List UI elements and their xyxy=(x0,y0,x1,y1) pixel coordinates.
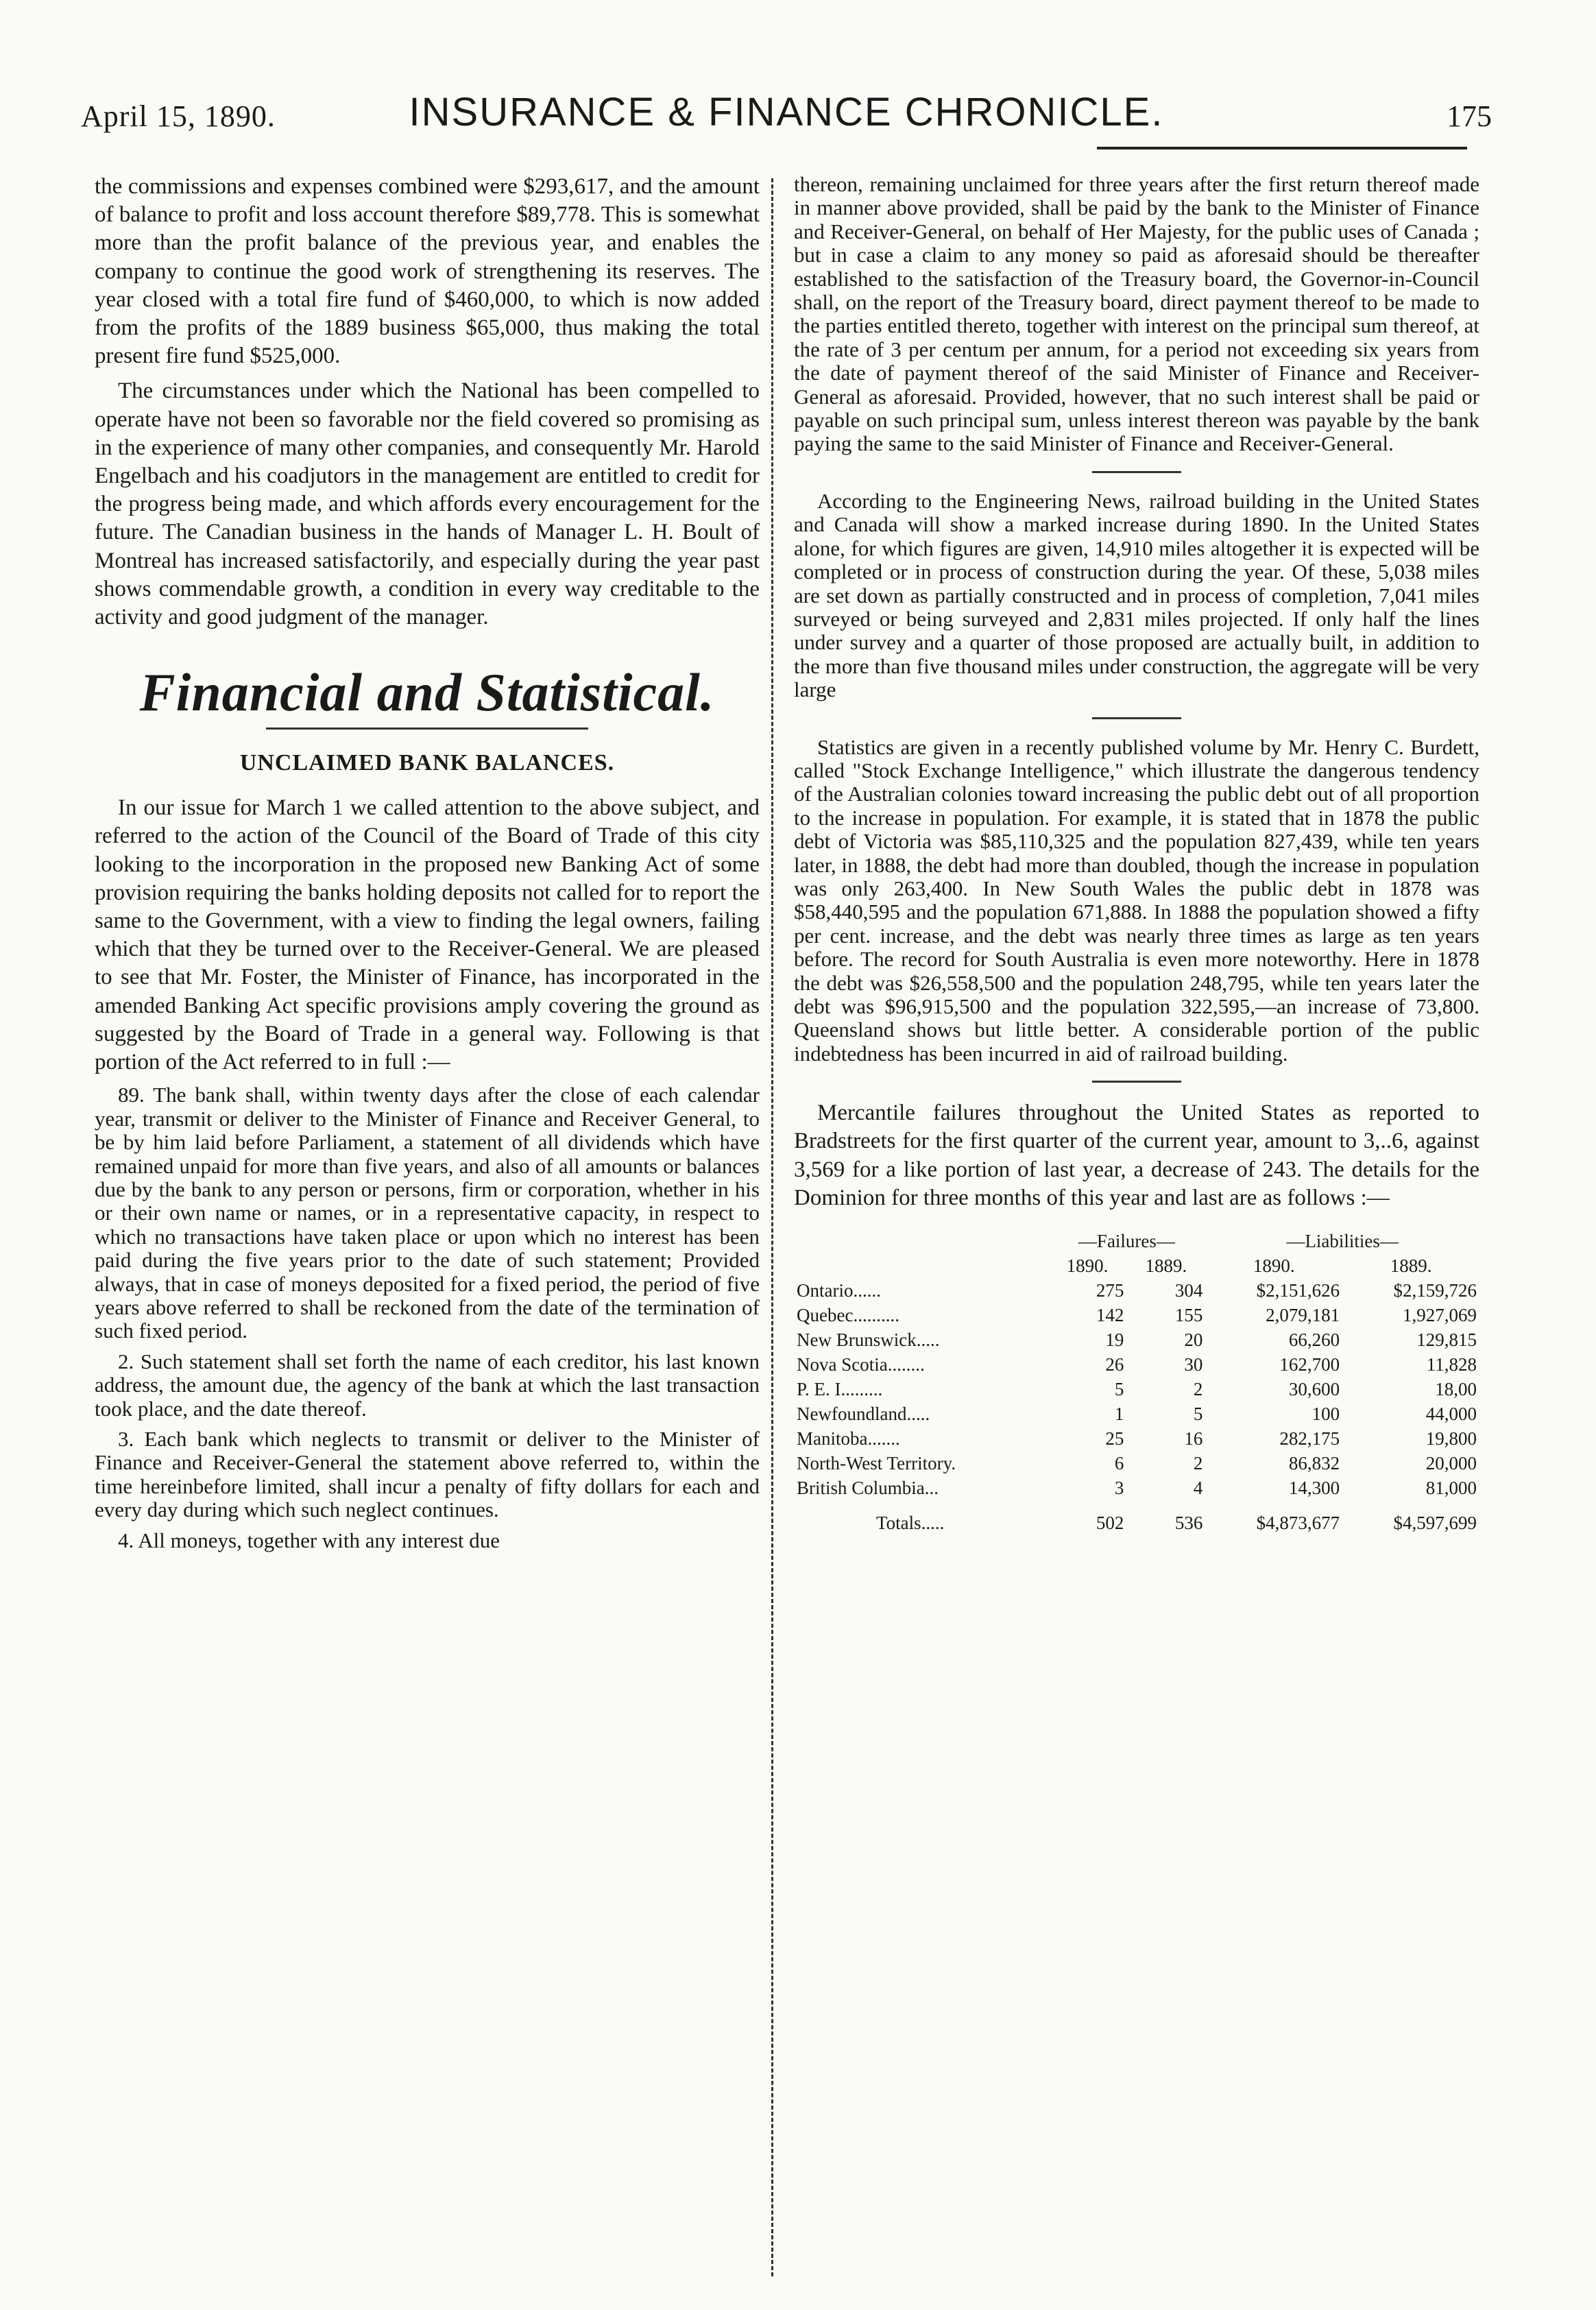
liabilities-1889-cell: $2,159,726 xyxy=(1393,1280,1477,1301)
separator-rule xyxy=(1092,471,1181,473)
province-cell: P. E. I......... xyxy=(797,1379,883,1400)
province-cell: Newfoundland..... xyxy=(797,1404,930,1425)
year-header: 1890. xyxy=(1066,1255,1109,1277)
act-clause: 89. The bank shall, within twenty days after the close of each calendar year, transmit or deliver to the Minister of Finance and Receiver General, to be by him laid before Parliament, a statement of all dividends which have remained unpaid for more than five years, and also of all amounts or balances due by the bank to any person or persons, firm or corporation, whether in his or their own name or names, or in a representative capacity, in respect to which no transactions have taken place or upon which no interest has been paid during the five years prior to the date of such statement; Provided always, that in case of moneys deposited for a fixed period, the period of five years above referred to shall be reckoned from the date of the termination of such fixed period. xyxy=(95,1083,760,1343)
liabilities-1890-cell: 86,832 xyxy=(1288,1453,1340,1474)
paragraph: According to the Engineering News, railroad building in the United States and Canada will show a marked increase during 1890. In the United States alone, for which figures are given, 14,910 miles altogether it is expected will be completed or in process of construction during the year. Of these, 5,038 miles are set down as partially constructed and in process of completion, 7,041 miles surveyed or being surveyed and 2,831 miles projected. If only half the lines under survey and a quarter of those proposed are actually built, in addition to the more than five thousand miles under construction, the aggregate will be very large xyxy=(794,488,1479,702)
province-cell: North-West Territory. xyxy=(797,1453,956,1474)
liabilities-1889-cell: 81,000 xyxy=(1425,1478,1477,1499)
totals-failures-1890: 502 xyxy=(1096,1513,1124,1534)
failures-1889-cell: 2 xyxy=(1193,1379,1203,1400)
failures-1890-cell: 25 xyxy=(1105,1428,1124,1449)
act-clause: 3. Each bank which neglects to transmit or deliver to the Minister of Finance and Receiver-General the statement above referred to, within the time hereinbefore limited, shall incur a penalty of fifty dollars for each and every day during which such neglect continues. xyxy=(95,1426,760,1522)
issue-date: April 15, 1890. xyxy=(81,99,276,133)
failures-table xyxy=(794,1229,1479,1535)
totals-label: Totals..... xyxy=(876,1513,945,1534)
totals-liabilities-1890: $4,873,677 xyxy=(1256,1513,1340,1534)
failures-1889-cell: 30 xyxy=(1184,1354,1203,1375)
liabilities-1890-cell: 14,300 xyxy=(1288,1478,1340,1499)
table-row xyxy=(794,1426,1479,1451)
paragraph: Statistics are given in a recently published volume by Mr. Henry C. Burdett, called "Stock Exchange Intelligence," which illustrate the dangerous tendency of the Australian colonies toward increasing the public debt out of all proportion to the increase in population. For example, it is stated that in 1878 the public debt of Victoria was $85,110,325 and the population 827,439, while ten years later, in 1888, the debt had more than doubled, though the increase in population was only 263,400. In New South Wales the public debt in 1878 was $58,440,595 and the population 671,888. In 1888 the population showed a fifty per cent. increase, and the debt was nearly three times as large as ten years before. The record for South Australia is even more noteworthy. Here in 1878 the debt was $26,558,500 and the population 248,795, while ten years later the debt was $96,915,500 and the population 322,595,—an increase of 73,800. Queensland shows but little better. A considerable portion of the public indebtedness has been incurred in aid of railroad building. xyxy=(794,734,1479,1066)
failures-1890-cell: 5 xyxy=(1114,1379,1124,1400)
left-column xyxy=(95,173,760,1559)
act-clause: thereon, remaining unclaimed for three years after the first return thereof made in manner above provided, shall be paid by the bank to the Minister of Finance and Receiver-General, on behalf of Her Majesty, for the public uses of Canada ; but in case a claim to any money so paid as aforesaid should be thereafter established to the satisfaction of the Treasury board, the Governor-in-Council shall, on the report of the Treasury board, direct payment thereof to be made to the parties entitled thereto, together with interest on the principal sum thereof, at the rate of 3 per centum per annum, for a period not exceeding six years from the date of payment thereof of the said Minister of Finance and Receiver-General as aforesaid. Provided, however, that no such interest shall be paid or payable on such principal sum, unless interest thereon was payable by the bank paying the same to the said Minister of Finance and Receiver-General. xyxy=(794,172,1479,456)
separator-rule xyxy=(1092,1081,1181,1083)
totals-failures-1889: 536 xyxy=(1174,1513,1203,1534)
province-cell: Manitoba....... xyxy=(797,1428,900,1449)
failures-1890-cell: 1 xyxy=(1114,1404,1124,1425)
column-divider xyxy=(771,178,773,2276)
failures-1890-cell: 26 xyxy=(1105,1354,1124,1375)
liabilities-1890-cell: 100 xyxy=(1311,1404,1340,1425)
paragraph: The circumstances under which the National has been compelled to operate have not been so favorable nor the field covered so promising as in the experience of many other companies, and consequently Mr. Harold Engelbach and his coadjutors in the management are entitled to credit for the progress being made, and which affords every encouragement for the future. The Canadian business in the hands of Manager L. H. Boult of Montreal has increased satisfactorily, and especially during the year past shows commendable growth, a condition in every way creditable to the activity and good judgment of the manager. xyxy=(95,378,760,630)
year-header: 1889. xyxy=(1145,1255,1187,1277)
failures-1889-cell: 20 xyxy=(1184,1330,1203,1351)
year-header: 1889. xyxy=(1390,1255,1432,1277)
article-heading: UNCLAIMED BANK BALANCES. xyxy=(239,750,615,776)
failures-1890-cell: 3 xyxy=(1114,1478,1124,1499)
paragraph: In our issue for March 1 we called attention to the above subject, and referred to the action of the Council of the Board of Trade of this city looking to the incorporation in the proposed new Banking Act of some provision requiring the banks holding deposits not called for to report the same to the Government, with a view to finding the legal owners, failing which that they be turned over to the Receiver-General. We are pleased to see that Mr. Foster, the Minister of Finance, has incorporated in the amended Banking Act specific provisions amply covering the ground as suggested by the Board of Trade in a general way. Following is that portion of the Act referred to in full :— xyxy=(95,795,760,1075)
failures-1889-cell: 5 xyxy=(1193,1404,1203,1425)
table-row xyxy=(794,1303,1479,1327)
totals-row xyxy=(794,1500,1479,1535)
liabilities-1890-cell: $2,151,626 xyxy=(1256,1280,1340,1301)
act-clause: 2. Such statement shall set forth the name of each creditor, his last known address, the amount due, the agency of the bank at which the last transaction took place, and the date thereof. xyxy=(95,1349,760,1421)
province-cell: British Columbia... xyxy=(797,1478,939,1499)
table-row xyxy=(794,1401,1479,1426)
failures-1889-cell: 2 xyxy=(1193,1453,1203,1474)
province-cell: Nova Scotia........ xyxy=(797,1354,925,1375)
section-title-rule xyxy=(266,727,588,730)
table-row xyxy=(794,1476,1479,1500)
publication-title: INSURANCE & FINANCE CHRONICLE. xyxy=(409,90,1164,134)
liabilities-group-header: —Liabilities— xyxy=(1286,1231,1399,1252)
liabilities-1889-cell: 20,000 xyxy=(1425,1453,1477,1474)
failures-1889-cell: 16 xyxy=(1184,1428,1203,1449)
failures-1889-cell: 4 xyxy=(1193,1478,1203,1499)
page-number: 175 xyxy=(1447,99,1492,133)
liabilities-1889-cell: 18,00 xyxy=(1435,1379,1477,1400)
liabilities-1889-cell: 19,800 xyxy=(1425,1428,1477,1449)
page-header xyxy=(81,74,1492,143)
liabilities-1890-cell: 282,175 xyxy=(1279,1428,1340,1449)
paragraph: the commissions and expenses combined were $293,617, and the amount of balance to profit and loss account therefore $89,778. This is somewhat more than the profit balance of the previous year, and enables the company to continue the good work of strengthening its reserves. The year closed with a total fire fund of $460,000, to which is now added from the profits of the 1889 business $65,000, thus making the total present fire fund $525,000. xyxy=(95,174,760,369)
table-row xyxy=(794,1377,1479,1401)
liabilities-1889-cell: 129,815 xyxy=(1416,1330,1477,1351)
failures-1890-cell: 19 xyxy=(1105,1330,1124,1351)
right-column xyxy=(794,173,1479,1535)
paragraph: Mercantile failures throughout the United States as reported to Bradstreets for the first quarter of the current year, amount to 3,..6, against 3,569 for a like portion of last year, a decrease of 243. The details for the Dominion for three months of this year and last are as follows :— xyxy=(794,1100,1479,1210)
failures-group-header: —Failures— xyxy=(1078,1231,1175,1252)
table-row xyxy=(794,1451,1479,1476)
liabilities-1890-cell: 66,260 xyxy=(1288,1330,1340,1351)
liabilities-1890-cell: 30,600 xyxy=(1288,1379,1340,1400)
liabilities-1890-cell: 162,700 xyxy=(1279,1354,1340,1375)
failures-1890-cell: 275 xyxy=(1096,1280,1124,1301)
province-cell: New Brunswick..... xyxy=(797,1330,940,1351)
failures-1889-cell: 155 xyxy=(1174,1305,1203,1326)
table-row xyxy=(794,1278,1479,1303)
failures-1889-cell: 304 xyxy=(1174,1280,1203,1301)
header-rule xyxy=(1097,147,1467,149)
act-clause: 4. All moneys, together with any interest due xyxy=(118,1528,500,1552)
table-row xyxy=(794,1352,1479,1377)
separator-rule xyxy=(1092,717,1181,719)
province-cell: Quebec.......... xyxy=(797,1305,899,1326)
year-header: 1890. xyxy=(1253,1255,1295,1277)
liabilities-1890-cell: 2,079,181 xyxy=(1266,1305,1340,1326)
failures-1890-cell: 6 xyxy=(1114,1453,1124,1474)
section-title: Financial and Statistical. xyxy=(139,662,715,723)
totals-liabilities-1889: $4,597,699 xyxy=(1393,1513,1477,1534)
province-cell: Ontario...... xyxy=(797,1280,881,1301)
liabilities-1889-cell: 11,828 xyxy=(1426,1354,1477,1375)
failures-1890-cell: 142 xyxy=(1096,1305,1124,1326)
liabilities-1889-cell: 44,000 xyxy=(1425,1404,1477,1425)
liabilities-1889-cell: 1,927,069 xyxy=(1403,1305,1477,1326)
table-row xyxy=(794,1327,1479,1352)
